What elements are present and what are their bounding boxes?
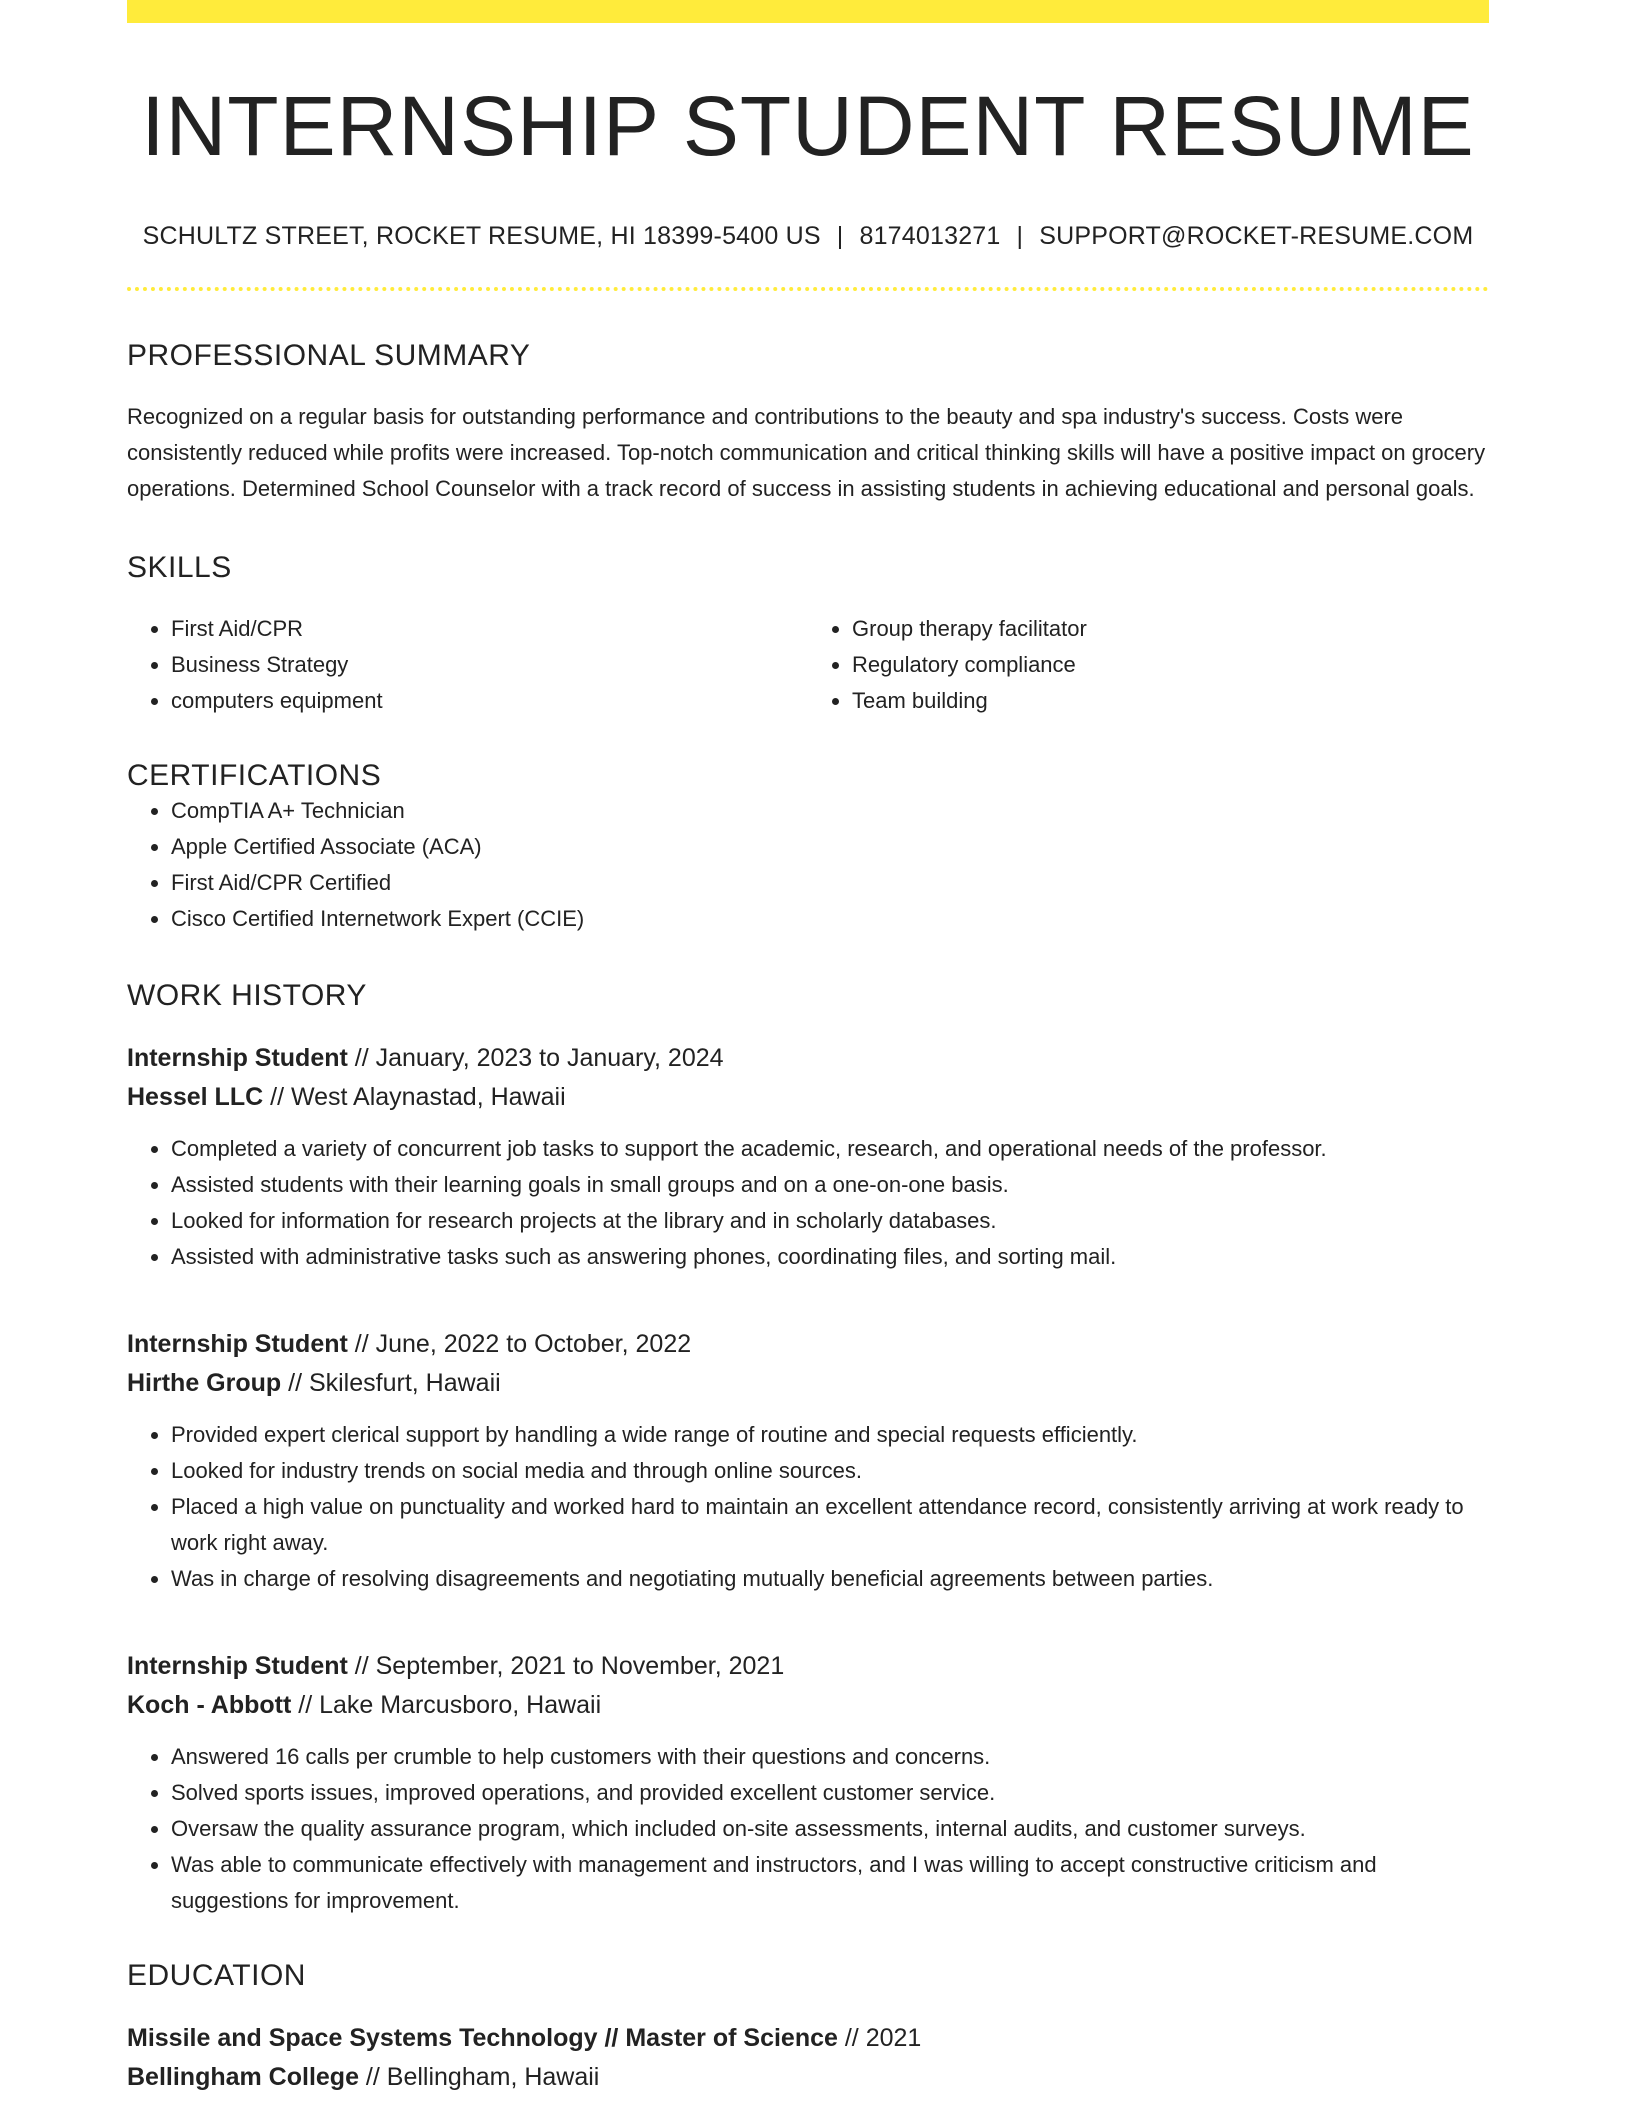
job-location: // Skilesfurt, Hawaii: [281, 1369, 501, 1398]
contact-address: SCHULTZ STREET, ROCKET RESUME, HI 18399-5400 US: [142, 222, 821, 251]
job-role: Internship Student: [127, 1330, 348, 1359]
skill-item: • Business Strategy: [171, 647, 808, 683]
certification-item: • CompTIA A+ Technician: [171, 793, 1489, 829]
job-entry: [127, 1325, 1489, 1597]
skill-item: • computers equipment: [171, 683, 808, 719]
job-location: // Lake Marcusboro, Hawaii: [291, 1691, 602, 1720]
skills-heading: SKILLS: [127, 551, 232, 585]
skills-list-right: [808, 611, 1489, 719]
education-school: Bellingham College: [127, 2063, 359, 2092]
job-bullet: • Assisted students with their learning goals in small groups and on a one-on-one basis.: [171, 1167, 1489, 1203]
job-dates: // June, 2022 to October, 2022: [347, 1330, 692, 1359]
job-company-line: [127, 1078, 1489, 1117]
job-dates: // January, 2023 to January, 2024: [347, 1044, 724, 1073]
education-year: // 2021: [837, 2024, 922, 2053]
resume-name: INTERNSHIP STUDENT RESUME: [141, 79, 1475, 173]
job-bullet: • Placed a high value on punctuality and worked hard to maintain an excellent attendance record, consistently arriving at work ready to work right away.: [171, 1489, 1489, 1561]
education-heading: EDUCATION: [127, 1959, 306, 1993]
skill-item: • Team building: [852, 683, 1489, 719]
certification-item: • First Aid/CPR Certified: [171, 865, 1489, 901]
job-entry: [127, 1647, 1489, 1919]
job-company-line: [127, 1686, 1489, 1725]
job-role: Internship Student: [127, 1044, 348, 1073]
job-title-line: [127, 1039, 1489, 1078]
summary-heading: PROFESSIONAL SUMMARY: [127, 339, 531, 373]
job-company: Koch - Abbott: [127, 1691, 292, 1720]
accent-top-bar: [127, 0, 1489, 23]
job-role: Internship Student: [127, 1652, 348, 1681]
contact-phone: 8174013271: [859, 222, 1001, 251]
contact-email[interactable]: SUPPORT@ROCKET-RESUME.COM: [1039, 222, 1474, 251]
education-school-line: [127, 2058, 1489, 2097]
certification-item: • Apple Certified Associate (ACA): [171, 829, 1489, 865]
contact-line: [127, 222, 1489, 251]
job-company: Hirthe Group: [127, 1369, 282, 1398]
job-bullet: • Looked for industry trends on social media and through online sources.: [171, 1453, 1489, 1489]
job-bullet: • Answered 16 calls per crumble to help customers with their questions and concerns.: [171, 1739, 1489, 1775]
job-bullet: • Provided expert clerical support by handling a wide range of routine and special requests efficiently.: [171, 1417, 1489, 1453]
dotted-divider: [127, 287, 1489, 291]
job-title-line: [127, 1647, 1489, 1686]
summary-text: Recognized on a regular basis for outstanding performance and contributions to the beauty and spa industry's success. Costs were consistently reduced while profits were increased. Top-notch communication and critical thinking skills will have a positive impact on grocery operations. Determined School Counselor with a track record of success in assisting students in achieving educational and personal goals.: [127, 404, 1486, 502]
education-degree: Missile and Space Systems Technology // Master of Science: [127, 2024, 838, 2053]
certifications-heading: CERTIFICATIONS: [127, 759, 382, 793]
job-location: // West Alaynastad, Hawaii: [263, 1083, 566, 1112]
job-entry: [127, 1039, 1489, 1275]
skill-item: • Group therapy facilitator: [852, 611, 1489, 647]
education-entry: [127, 2019, 1489, 2097]
resume-page: [127, 0, 1489, 2097]
job-bullet: • Looked for information for research projects at the library and in scholarly databases.: [171, 1203, 1489, 1239]
contact-separator: |: [836, 222, 844, 251]
job-bullet: • Was able to communicate effectively with management and instructors, and I was willing to accept constructive criticism and suggestions for improvement.: [171, 1847, 1489, 1919]
skills-columns: [127, 611, 1489, 719]
contact-separator: |: [1016, 222, 1024, 251]
education-location: // Bellingham, Hawaii: [358, 2063, 600, 2092]
job-bullet: • Solved sports issues, improved operations, and provided excellent customer service.: [171, 1775, 1489, 1811]
skills-list-left: [127, 611, 808, 719]
job-title-line: [127, 1325, 1489, 1364]
job-dates: // September, 2021 to November, 2021: [347, 1652, 785, 1681]
job-bullets: [127, 1131, 1489, 1275]
skill-item: • Regulatory compliance: [852, 647, 1489, 683]
certification-item: • Cisco Certified Internetwork Expert (CCIE): [171, 901, 1489, 937]
job-bullets: [127, 1739, 1489, 1919]
job-bullets: [127, 1417, 1489, 1597]
education-degree-line: [127, 2019, 1489, 2058]
job-bullet: • Completed a variety of concurrent job tasks to support the academic, research, and operational needs of the professor.: [171, 1131, 1489, 1167]
job-bullet: • Assisted with administrative tasks such as answering phones, coordinating files, and sorting mail.: [171, 1239, 1489, 1275]
job-bullet: • Oversaw the quality assurance program, which included on-site assessments, internal audits, and customer surveys.: [171, 1811, 1489, 1847]
job-company: Hessel LLC: [127, 1083, 264, 1112]
skill-item: • First Aid/CPR: [171, 611, 808, 647]
job-bullet: • Was in charge of resolving disagreements and negotiating mutually beneficial agreements between parties.: [171, 1561, 1489, 1597]
work-history-heading: WORK HISTORY: [127, 979, 367, 1013]
certifications-list: [127, 793, 1489, 937]
job-company-line: [127, 1364, 1489, 1403]
